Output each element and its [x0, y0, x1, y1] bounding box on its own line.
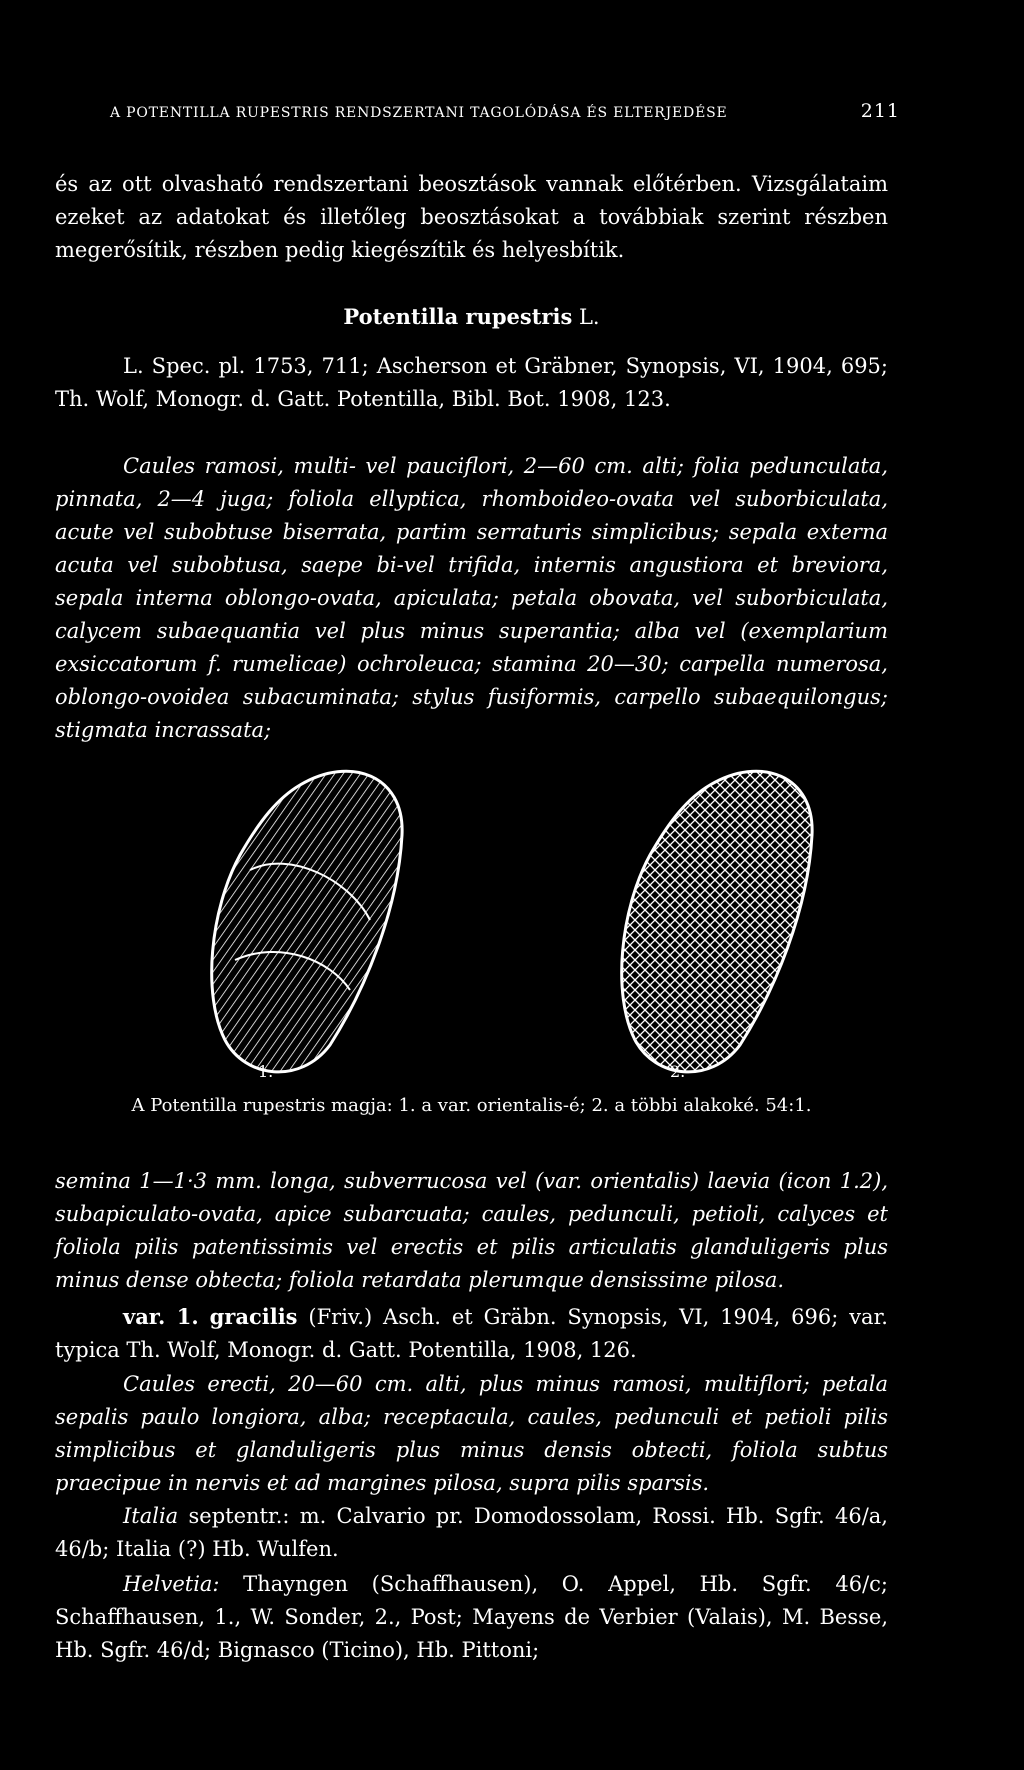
variety-description: Caules erecti, 20—60 cm. alti, plus minus ramosi, multiflori; petala sepalis paulo longiora, alba; receptacula, caules, pedunculi et petioli pilis simplicibus et glanduligeris plus minus densis obtecti, foliola subtus praecipue in nervis et ad margines pilosa, supra pilis sparsis. — [55, 1372, 888, 1495]
running-title: A POTENTILLA RUPESTRIS RENDSZERTANI TAGOLÓDÁSA ÉS ELTERJEDÉSE — [110, 105, 728, 121]
figure-label-2: 2. — [670, 1062, 686, 1081]
helvetia-localities — [55, 1568, 888, 1667]
species-author: L. — [578, 305, 600, 329]
figure-label-1: 1. — [258, 1062, 274, 1081]
seed-description: semina 1—1·3 mm. longa, subverrucosa vel (var. orientalis) laevia (icon 1.2), subapiculato-ovata, apice subarcuata; caules, pedunculi, petioli, calyces et foliola pilis patentissimis vel erectis et pilis articulatis glanduligeris plus minus dense obtecta; foliola retardata plerumque densissime pilosa. — [55, 1169, 888, 1292]
species-description: Caules ramosi, multi- vel pauciflori, 2—60 cm. alti; folia pedunculata, pinnata, 2—4 juga; foliola ellyptica, rhomboideo-ovata vel suborbiculata, acute vel subobtuse biserrata, partim serraturis simplicibus; sepala externa acuta vel subobtusa, saepe bi-vel trifida, internis angustiora et breviora, sepala interna oblongo-ovata, apiculata; petala obovata, vel suborbiculata, calycem subaequantia vel plus minus superantia; alba vel (exemplarium exsiccatorum f. rumelicae) ochroleuca; stamina 20—30; carpella numerosa, oblongo-ovoidea subacuminata; stylus fusiformis, carpello subaequilongus; stigmata incrassata; — [55, 454, 888, 742]
italia-text: septentr.: m. Calvario pr. Domodossolam, Rossi. Hb. Sgfr. 46/a, 46/b; Italia (?) Hb. Wulfen. — [55, 1504, 888, 1561]
page-header — [110, 100, 900, 122]
helvetia-label: Helvetia: — [123, 1572, 220, 1596]
variety-references: (Friv.) Asch. et Gräbn. Synopsis, VI, 1904, 696; var. typica Th. Wolf, Monogr. d. Gatt. Potentilla, 1908, 126. — [55, 1305, 888, 1362]
italia-label: Italia — [123, 1504, 179, 1528]
species-references: L. Spec. pl. 1753, 711; Ascherson et Gräbner, Synopsis, VI, 1904, 695; Th. Wolf, Monogr. d. Gatt. Potentilla, Bibl. Bot. 1908, 123. — [55, 354, 888, 411]
species-heading — [55, 300, 888, 334]
intro-paragraph: és az ott olvasható rendszertani beosztások vannak előtérben. Vizsgálataim ezeket az adatokat és illetőleg beosztásokat a továbbiak szerint részben megerősítik, részben pedig kiegészítik és helyesbítik. — [55, 172, 888, 262]
figure-caption: A Potentilla rupestris magja: 1. a var. orientalis-é; 2. a többi alakoké. 54:1. — [131, 1095, 812, 1116]
seed-2-drawing — [622, 771, 812, 1072]
seed-1-drawing — [212, 771, 402, 1072]
seed-figure — [190, 760, 910, 1090]
variety-name: gracilis — [209, 1304, 298, 1329]
italia-localities — [55, 1500, 888, 1566]
variety-entry — [55, 1300, 888, 1367]
variety-prefix: var. 1. — [123, 1304, 199, 1329]
species-name: Potentilla rupestris — [343, 304, 573, 329]
helvetia-text: Thayngen (Schaffhausen), O. Appel, Hb. Sgfr. 46/c; Schaffhausen, 1., W. Sonder, 2., Post; Mayens de Verbier (Valais), M. Besse, Hb. Sgfr. 46/d; Bignasco (Ticino), Hb. Pittoni; — [55, 1572, 888, 1662]
page-number: 211 — [860, 100, 900, 122]
